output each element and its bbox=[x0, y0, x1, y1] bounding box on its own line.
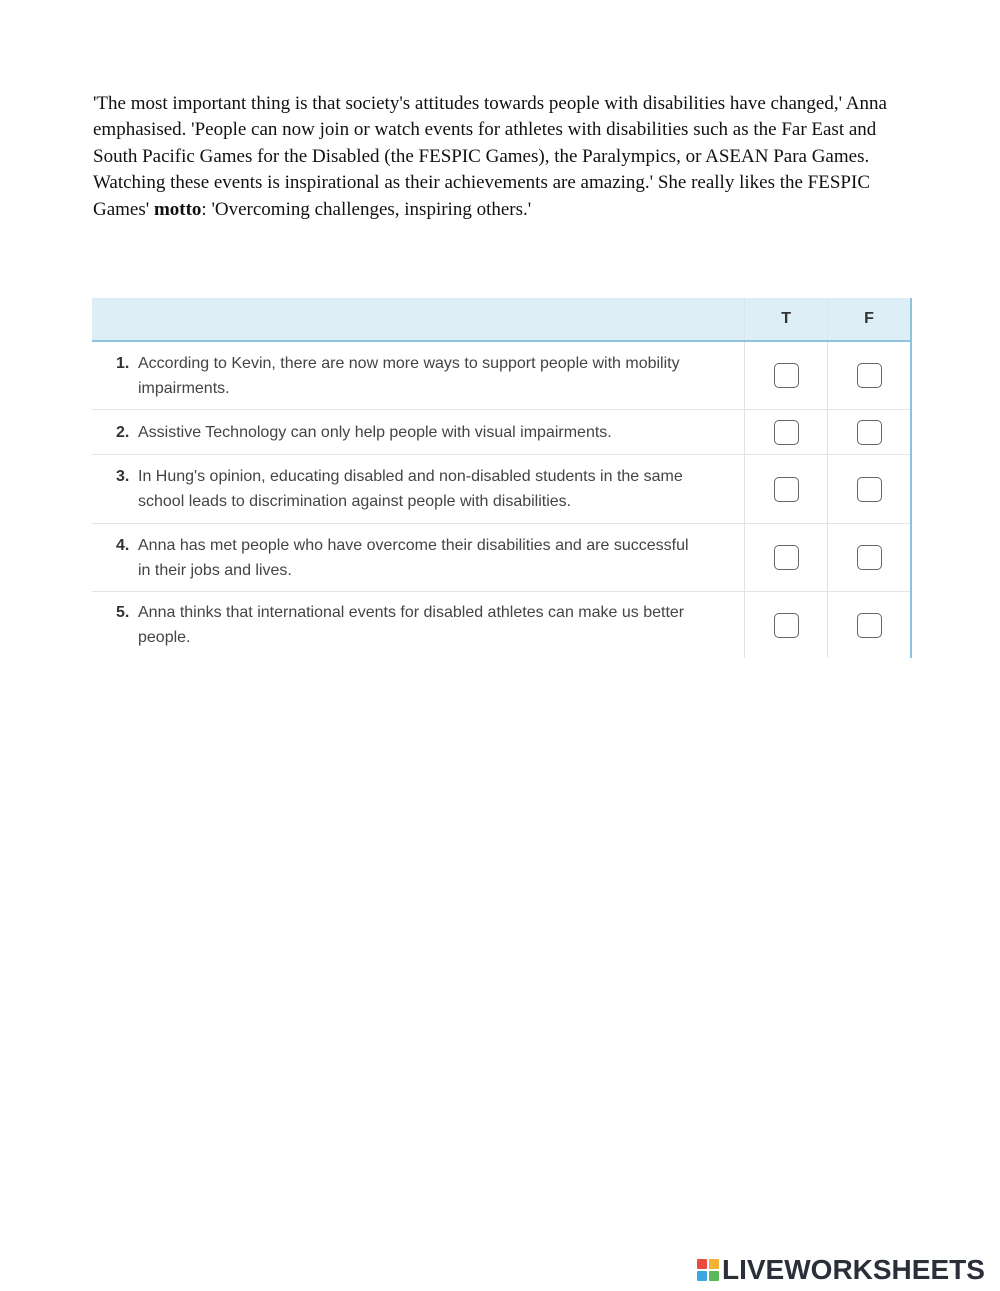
false-checkbox-3[interactable] bbox=[857, 477, 882, 502]
true-cell bbox=[745, 524, 828, 592]
true-cell bbox=[745, 410, 828, 455]
false-checkbox-5[interactable] bbox=[857, 613, 882, 638]
true-cell bbox=[745, 592, 828, 659]
question-cell bbox=[92, 410, 745, 455]
logo-square-blue bbox=[697, 1271, 707, 1281]
logo-square-yellow bbox=[709, 1259, 719, 1269]
question-number: 1. bbox=[116, 354, 130, 372]
question-column-header bbox=[92, 298, 745, 341]
true-checkbox-3[interactable] bbox=[774, 477, 799, 502]
table-header-row bbox=[92, 298, 911, 341]
question-cell bbox=[92, 592, 745, 659]
logo-square-red bbox=[697, 1259, 707, 1269]
true-checkbox-2[interactable] bbox=[774, 420, 799, 445]
true-cell bbox=[745, 455, 828, 524]
false-cell bbox=[828, 455, 911, 524]
liveworksheets-logo bbox=[697, 1253, 985, 1287]
true-cell bbox=[745, 341, 828, 410]
passage-text-end: : 'Overcoming challenges, inspiring others.' bbox=[201, 198, 532, 220]
false-cell bbox=[828, 592, 911, 659]
question-row-5 bbox=[92, 592, 911, 659]
question-text: Assistive Technology can only help people with visual impairments. bbox=[138, 423, 612, 441]
question-number: 3. bbox=[116, 468, 130, 485]
true-column-header: T bbox=[745, 298, 828, 341]
false-checkbox-1[interactable] bbox=[857, 363, 882, 388]
false-checkbox-2[interactable] bbox=[857, 420, 882, 445]
false-cell bbox=[828, 341, 911, 410]
question-cell bbox=[92, 455, 745, 524]
true-checkbox-5[interactable] bbox=[774, 613, 799, 638]
logo-square-green bbox=[709, 1271, 719, 1281]
question-number: 4. bbox=[116, 536, 130, 554]
passage-bold-word: motto bbox=[153, 198, 202, 220]
false-cell bbox=[828, 410, 911, 455]
liveworksheets-logo-icon bbox=[697, 1259, 719, 1281]
question-row-3 bbox=[92, 455, 911, 524]
reading-passage bbox=[93, 91, 913, 223]
false-column-header: F bbox=[828, 298, 911, 341]
passage-text-start: 'The most important thing is that society's attitudes towards people with disabilities have changed,' Anna emphasised. 'People can now join or watch events for athletes with disabilities such as the Far East and South Pacific Games for the Disabled (the FESPIC Games), the Paralympics, or ASEAN Para Games. Watching these events is inspirational as their achievements are amazing.' She really likes the FESPIC Games' bbox=[93, 93, 887, 220]
question-text: In Hung's opinion, educating disabled and non-disabled students in the same school leads to discrimination against people with disabilities. bbox=[138, 468, 683, 510]
false-cell bbox=[828, 524, 911, 592]
true-checkbox-1[interactable] bbox=[774, 363, 799, 388]
question-row-4 bbox=[92, 524, 911, 592]
question-text: According to Kevin, there are now more ways to support people with mobility impairments. bbox=[138, 354, 680, 397]
question-text: Anna thinks that international events for disabled athletes can make us better people. bbox=[138, 604, 685, 646]
logo-text: LIVEWORKSHEETS bbox=[722, 1254, 985, 1285]
question-row-1 bbox=[92, 341, 911, 410]
question-text: Anna has met people who have overcome their disabilities and are successful in their jobs and lives. bbox=[138, 536, 689, 579]
true-checkbox-4[interactable] bbox=[774, 545, 799, 570]
question-number: 2. bbox=[116, 423, 130, 441]
true-false-table bbox=[92, 298, 912, 658]
question-cell bbox=[92, 341, 745, 410]
false-checkbox-4[interactable] bbox=[857, 545, 882, 570]
question-number: 5. bbox=[116, 604, 130, 621]
question-cell bbox=[92, 524, 745, 592]
question-row-2 bbox=[92, 410, 911, 455]
